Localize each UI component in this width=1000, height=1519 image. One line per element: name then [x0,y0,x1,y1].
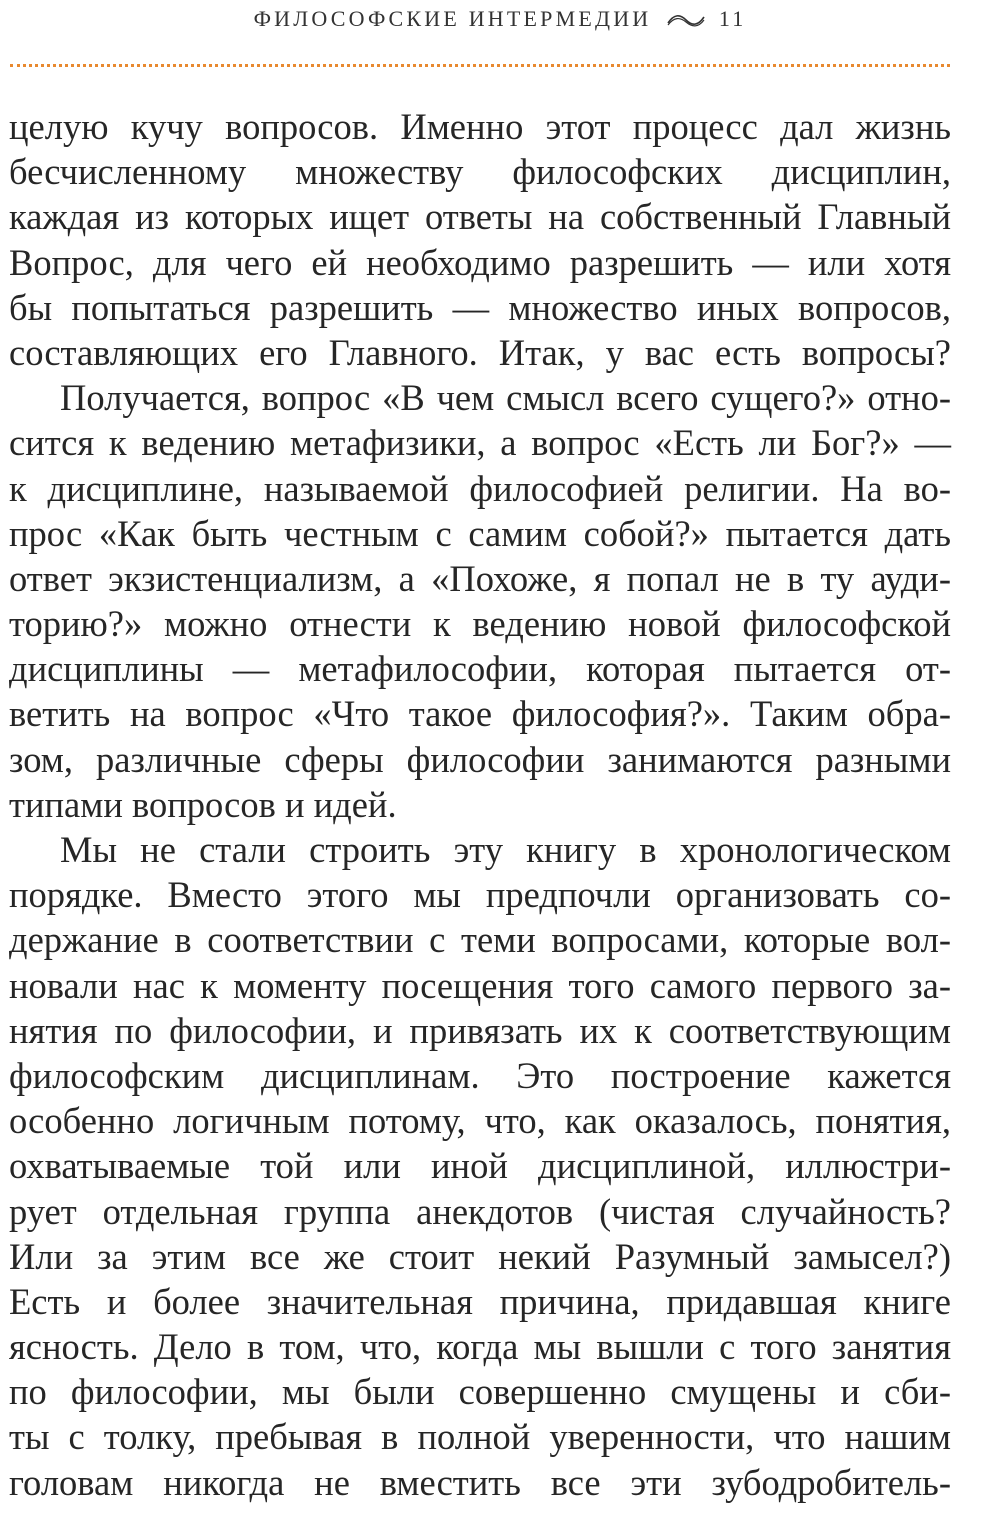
text-line: бесчисленному множеству философских дисциплин, [9,151,951,193]
text-line: сится к ведению метафизики, а вопрос «Есть ли Бог?» — [9,422,951,464]
text-line: дисциплины — метафилософии, которая пытается от- [9,648,951,690]
text-line: нятия по философии, и привязать их к соответствующим [9,1009,951,1051]
text-line: держание в соответствии с теми вопросами, которые вол- [9,919,951,961]
text-line: ты с толку, пребывая в полной уверенности, что нашим [9,1416,951,1458]
text-line: охватываемые той или иной дисциплиной, иллюстри- [9,1145,951,1187]
text-line: Есть и более значительная причина, придавшая книге [9,1280,951,1322]
text-line: зом, различные сферы философии занимаются разными [9,738,951,780]
text-line: торию?» можно отнести к ведению новой философской [9,603,951,645]
text-line: каждая из которых ищет ответы на собственный Главный [9,196,951,238]
text-line: порядке. Вместо этого мы предпочли организовать со- [9,874,951,916]
text-line: ясность. Дело в том, что, когда мы вышли с того занятия [9,1326,951,1368]
text-line: философским дисциплинам. Это построение кажется [9,1054,951,1096]
body-text [9,104,951,1505]
text-line: к дисциплине, называемой философией религии. На во- [9,467,951,509]
page-number: 11 [718,6,747,31]
text-line: особенно логичным потому, что, как оказалось, понятия, [9,1100,951,1142]
text-line: ветить на вопрос «Что такое философия?». Таким обра- [9,693,951,735]
text-line: целую кучу вопросов. Именно этот процесс дал жизнь [9,106,951,147]
text-line: ответ экзистенциализм, а «Похоже, я попал не в ту ауди- [9,557,951,599]
text-line: прос «Как быть честным с самим собой?» пытается дать [9,512,951,554]
text-line: по философии, мы были совершенно смущены и сби- [9,1371,951,1413]
wave-ornament-icon [666,8,706,34]
paragraph-first-line: Получается, вопрос «В чем смысл всего сущего?» отно- [60,377,951,419]
text-line: Вопрос, для чего ей необходимо разрешить — или хотя [9,241,951,283]
text-line: рует отдельная группа анекдотов (чистая случайность? [9,1190,951,1232]
text-line: составляющих его Главного. Итак, у вас есть вопросы? [9,331,951,373]
text-line: головам никогда не вместить все эти зубодробитель- [9,1461,951,1503]
running-header [0,6,1000,34]
text-line: бы попытаться разрешить — множество иных вопросов, [9,286,951,328]
paragraph-first-line: Мы не стали строить эту книгу в хронологическом [60,829,951,870]
text-line: новали нас к моменту посещения того самого первого за- [9,964,951,1006]
header-divider [10,64,950,67]
running-title: ФИЛОСОФСКИЕ ИНТЕРМЕДИИ [253,6,652,31]
paragraph-last-line: типами вопросов и идей. [9,783,397,825]
text-line: Или за этим все же стоит некий Разумный замысел?) [9,1235,951,1277]
